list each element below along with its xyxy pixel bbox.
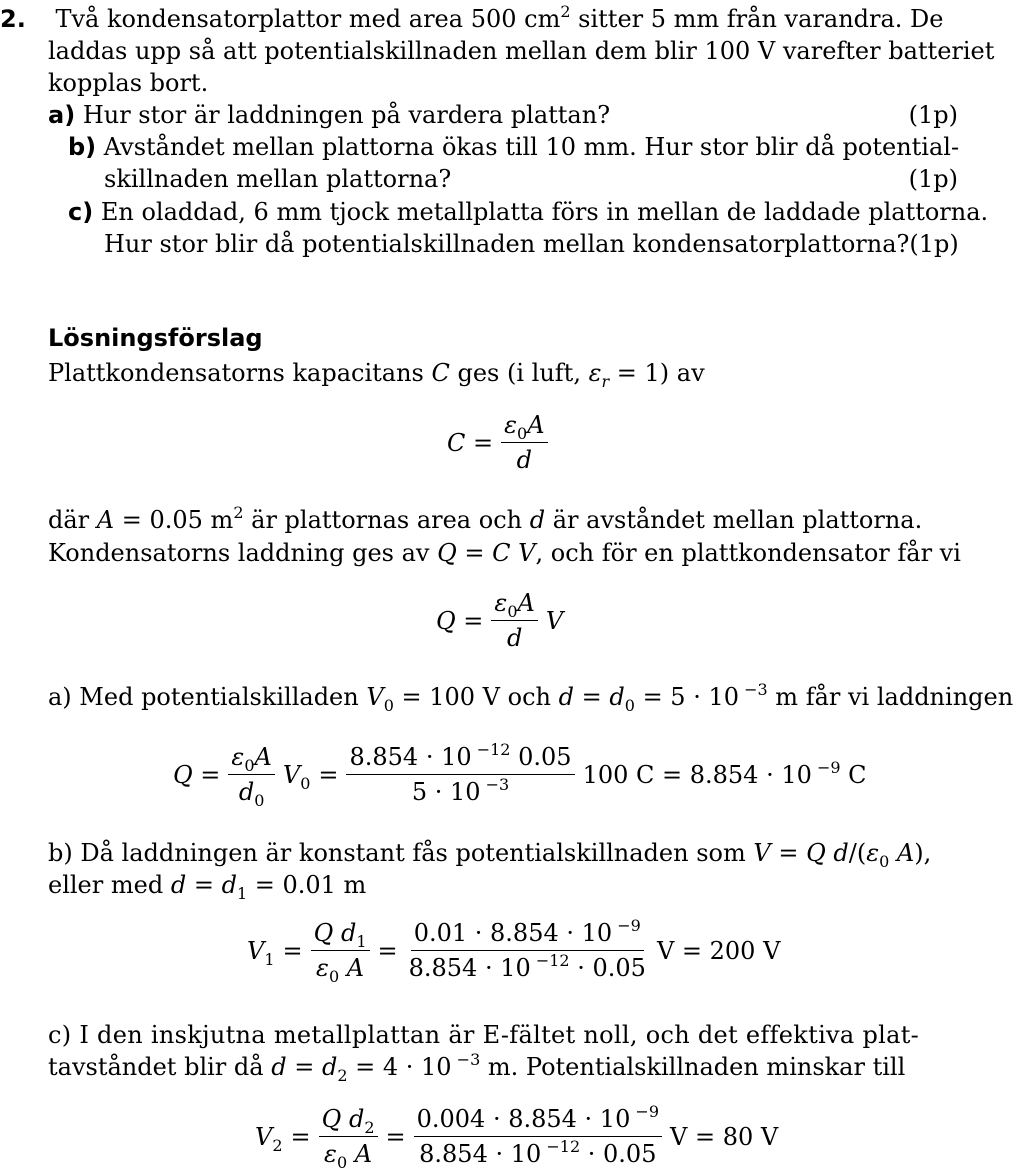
superscript: −12 — [530, 951, 570, 970]
equals-sign: = — [385, 1122, 406, 1151]
denominator-text: 8.854 · 10 — [408, 954, 531, 982]
subquestion-text: Avståndet mellan plattorna ökas till 10 mm. Hur stor blir då potential- — [103, 133, 960, 161]
fraction — [406, 918, 649, 983]
math-var: A — [527, 411, 545, 439]
where-line — [48, 505, 922, 535]
subquestion-text: skillnaden mellan plattorna? — [104, 165, 452, 193]
problem-line-1 — [0, 4, 944, 34]
superscript: −12 — [541, 1137, 581, 1156]
subscript: 2 — [364, 1118, 375, 1137]
result-text: C — [840, 760, 867, 789]
part-c-line1 — [48, 1020, 958, 1050]
text: ), — [914, 839, 932, 867]
problem-line-3: kopplas bort. — [48, 69, 209, 97]
text: = — [186, 871, 222, 899]
solution-intro — [48, 358, 705, 391]
numerator-text: 8.854 · 10 — [349, 743, 472, 771]
text: a) Med potentialskilladen — [48, 683, 367, 711]
math-var: d — [238, 778, 255, 806]
text: /( — [848, 839, 867, 867]
subscript: 1 — [356, 932, 367, 951]
subquestion-text: Hur stor är laddningen på vardera plattan? — [82, 101, 611, 129]
charge-line — [48, 538, 961, 568]
math-var: C — [431, 359, 450, 387]
subquestion-a — [48, 100, 958, 130]
superscript: −9 — [630, 1102, 660, 1121]
text: = 0.01 m — [247, 871, 367, 899]
problem-line-2: laddas upp så att potentialskillnaden mellan dem blir 100 V varefter batteriet — [48, 37, 995, 65]
subquestion-label: a) — [48, 101, 76, 129]
math-var: d — [321, 1053, 338, 1081]
math-var: ε — [588, 359, 602, 387]
equals-sign: = — [282, 936, 303, 965]
math-var: A — [254, 743, 272, 771]
subquestion-text: En oladdad, 6 mm tjock metallplatta förs in mellan de laddade plattorna. — [100, 198, 989, 226]
math-var: Q — [437, 539, 457, 567]
text: = 100 V och — [393, 683, 559, 711]
fraction — [228, 742, 274, 810]
math-var: C V — [492, 539, 536, 567]
math-var: ε — [494, 589, 508, 617]
math-var: Q d — [313, 919, 357, 947]
math-var: ε — [231, 743, 245, 771]
math-var: Q d — [321, 1105, 365, 1133]
subquestion-label: b) — [68, 133, 97, 161]
part-b-line2 — [48, 870, 367, 903]
math-var: V — [282, 760, 301, 789]
subscript: 0 — [517, 424, 528, 443]
text: = — [286, 1053, 322, 1081]
math-var: ε — [504, 411, 517, 439]
subquestion-c-line2 — [104, 229, 958, 259]
equation-lhs: Q = — [173, 760, 221, 789]
problem-text: Två kondensatorplattor med area 500 cm — [55, 5, 561, 33]
equals-sign: = — [377, 936, 398, 965]
text: eller med — [48, 871, 171, 899]
subscript: 2 — [272, 1135, 283, 1155]
math-var: ε — [866, 839, 880, 867]
text: är avståndet mellan plattorna. — [545, 506, 923, 534]
subscript: 0 — [507, 602, 518, 621]
subquestion-b-line1 — [68, 132, 960, 162]
equals-sign: = — [290, 1122, 311, 1151]
subscript: 0 — [328, 967, 340, 986]
denominator-text: 5 · 10 — [411, 778, 481, 806]
math-var: ε — [324, 1140, 337, 1168]
math-var: A — [889, 839, 915, 867]
part-b-line1 — [48, 838, 932, 871]
math-var: d — [529, 506, 546, 534]
math-var: V — [753, 839, 771, 867]
superscript: −3 — [739, 680, 768, 699]
text: är plattornas area och — [243, 506, 530, 534]
fraction — [501, 410, 547, 475]
math-var: ε — [316, 954, 329, 982]
math-var: d — [221, 871, 237, 899]
equation-charge-value — [173, 740, 867, 810]
superscript: −12 — [471, 740, 511, 759]
text: Kondensatorns laddning ges av — [48, 539, 438, 567]
math-var: d — [271, 1053, 287, 1081]
denominator-text: 8.854 · 10 — [419, 1140, 542, 1168]
math-var: d — [609, 683, 625, 711]
part-c-line2 — [48, 1050, 906, 1085]
points-label: (1p) — [909, 230, 959, 258]
part-a-intro — [48, 680, 1013, 715]
math-var: Q d — [806, 839, 849, 867]
points-label: (1p) — [908, 101, 958, 129]
equation-capacitance — [447, 410, 548, 475]
math-var: A — [517, 589, 535, 617]
text: = — [574, 683, 610, 711]
text: ges (i luft, — [449, 359, 589, 387]
solution-heading: Lösningsförslag — [48, 324, 263, 352]
equation-v2 — [255, 1102, 779, 1172]
subscript: 0 — [879, 852, 890, 871]
numerator-text: 0.004 · 8.854 · 10 — [416, 1105, 631, 1133]
fraction — [319, 1104, 378, 1172]
denominator: d — [506, 624, 523, 652]
fraction — [491, 588, 537, 653]
subscript: 1 — [236, 884, 248, 903]
points-label: (1p) — [908, 165, 958, 193]
equals-sign: = — [318, 760, 339, 789]
subquestion-c-line1 — [68, 197, 989, 227]
equation-v1 — [247, 916, 781, 986]
math-var: A — [96, 506, 115, 534]
superscript: −3 — [480, 775, 510, 794]
text: = 4 · 10 — [347, 1053, 452, 1081]
subscript: 0 — [254, 791, 265, 810]
fraction — [414, 1104, 662, 1169]
problem-text: sitter 5 mm från varandra. De — [570, 5, 944, 33]
text: där — [48, 506, 97, 534]
subquestion-text: Hur stor blir då potentialskillnaden mellan kondensatorplattorna? — [104, 230, 910, 258]
denominator-text: · 0.05 — [569, 954, 646, 982]
math-var: V — [366, 683, 384, 711]
numerator-text: 0.01 · 8.854 · 10 — [413, 919, 613, 947]
equation-lhs: Q = — [436, 606, 484, 635]
result-text: V = 200 V — [656, 936, 781, 965]
superscript: −9 — [612, 916, 641, 935]
math-var: d — [558, 683, 574, 711]
math-var: V — [247, 936, 265, 965]
math-var: V — [255, 1122, 273, 1151]
subscript: 0 — [624, 696, 635, 715]
subscript: 0 — [244, 756, 255, 775]
subquestion-label: c) — [68, 198, 94, 226]
text: = 0.05 m — [114, 506, 234, 534]
numerator-text: 0.05 — [510, 743, 572, 771]
math-var: d — [170, 871, 187, 899]
superscript: −3 — [451, 1050, 481, 1069]
result-text: V = 80 V — [670, 1122, 779, 1151]
text: = 1) av — [609, 359, 705, 387]
subquestion-b-line2 — [104, 164, 958, 194]
text: = — [770, 839, 807, 867]
subscript: 0 — [300, 773, 311, 793]
problem-number: 2. — [0, 5, 26, 33]
fraction — [346, 742, 574, 807]
equation-lhs: C = — [447, 428, 494, 457]
subscript: 2 — [337, 1066, 348, 1085]
result-text: 100 C = 8.854 · 10 — [582, 760, 812, 789]
denominator-text: · 0.05 — [580, 1140, 657, 1168]
text: b) Då laddningen är konstant fås potentialskillnaden som — [48, 839, 754, 867]
subscript: 0 — [383, 696, 394, 715]
equation-charge — [436, 588, 563, 653]
text: Plattkondensatorns kapacitans — [48, 359, 432, 387]
text: , och för en plattkondensator får vi — [535, 539, 961, 567]
subscript: 1 — [264, 949, 275, 969]
text: m får vi laddningen — [767, 683, 1013, 711]
math-var: A — [339, 954, 365, 982]
superscript: −9 — [811, 757, 841, 777]
superscript: 2 — [233, 503, 244, 522]
math-var: A — [347, 1140, 373, 1168]
subscript: 0 — [336, 1153, 348, 1172]
subscript: r — [601, 372, 610, 391]
denominator: d — [516, 446, 532, 474]
text: tavståndet blir då — [48, 1053, 272, 1081]
text: = 5 · 10 — [634, 683, 739, 711]
superscript: 2 — [560, 2, 571, 21]
text: m. Potentialskillnaden minskar till — [480, 1053, 906, 1081]
text: = — [456, 539, 493, 567]
text: c) I den inskjutna metallplattan är E-fältet noll, och det effektiva plat- — [48, 1021, 920, 1049]
fraction — [311, 918, 370, 986]
equation-rhs: V — [545, 606, 564, 635]
